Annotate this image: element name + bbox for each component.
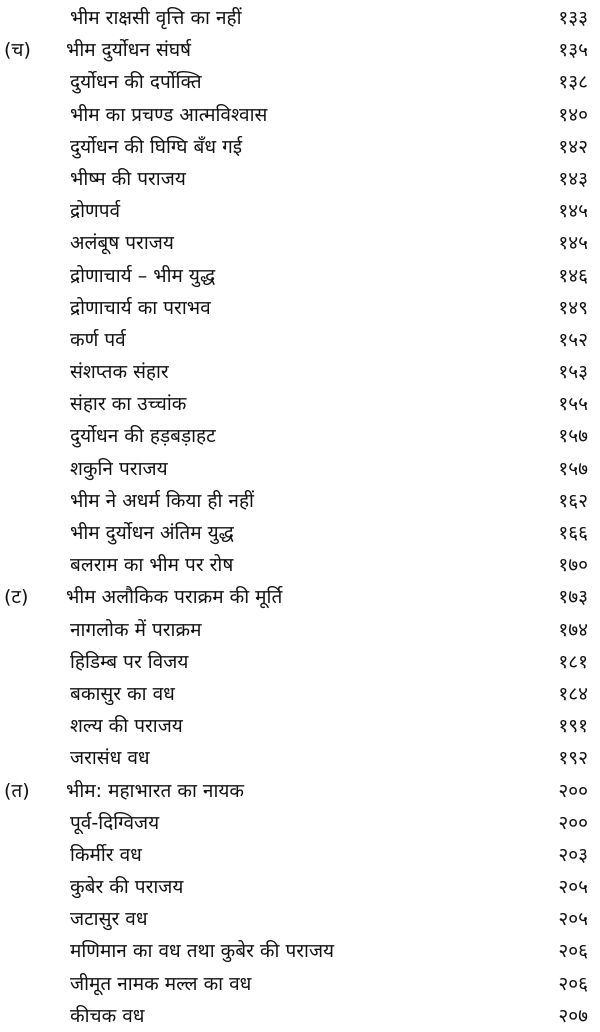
toc-entry (0, 839, 600, 871)
page-number: २०६ (558, 972, 588, 995)
page-number: १९१ (558, 715, 588, 738)
page-number: १५२ (558, 328, 588, 351)
page-number: १३८ (558, 71, 588, 94)
toc-entry (0, 775, 600, 807)
toc-entry (0, 131, 600, 163)
toc-entry (0, 34, 600, 66)
toc-entry (0, 420, 600, 452)
entry-title: कुबेर की पराजय (70, 876, 184, 899)
section-marker: (च) (4, 39, 31, 62)
toc-entry (0, 260, 600, 292)
page-number: २०० (558, 811, 588, 834)
toc-entry (0, 324, 600, 356)
page-number: १३३ (558, 7, 588, 29)
toc-entry (0, 517, 600, 549)
entry-title: जीमूत नामक मल्ल का वध (70, 972, 252, 995)
page-number: १६२ (558, 489, 588, 512)
entry-title: भीम ने अधर्म किया ही नहीं (70, 489, 254, 512)
entry-title: दुर्योधन की दर्पोक्ति (70, 71, 202, 94)
entry-title: मणिमान का वध तथा कुबेर की पराजय (70, 940, 335, 963)
entry-title: द्रोणाचार्य का पराभव (70, 296, 211, 319)
entry-title: शकुनि पराजय (70, 457, 168, 480)
page-number: २०६ (558, 940, 588, 963)
entry-title: दुर्योधन की हड़बड़ाहट (70, 425, 216, 448)
page-number: १४० (558, 103, 588, 126)
page-number: १८४ (558, 682, 588, 705)
entry-title: भीम अलौकिक पराक्रम की मूर्ति (66, 586, 283, 609)
page-number: १७३ (558, 586, 588, 609)
toc-entry (0, 614, 600, 646)
page-number: २०० (558, 779, 588, 802)
entry-title: भीम: महाभारत का नायक (66, 779, 245, 802)
toc-entry (0, 227, 600, 259)
page-number: २०७ (558, 1004, 588, 1027)
section-marker: (त) (4, 779, 30, 802)
toc-entry (0, 2, 600, 34)
toc-entry (0, 807, 600, 839)
toc-entry (0, 710, 600, 742)
page-number: १७४ (558, 618, 588, 641)
page-number: १५७ (558, 425, 588, 448)
entry-title: हिडिम्ब पर विजय (70, 650, 189, 673)
toc-entry (0, 195, 600, 227)
entry-title: बकासुर का वध (70, 682, 175, 705)
page-number: १४२ (558, 135, 588, 158)
toc-entry (0, 356, 600, 388)
page-number: १४९ (558, 296, 588, 319)
toc-entry (0, 1000, 600, 1032)
page-number: १३५ (558, 39, 588, 62)
page-number: २०५ (558, 908, 588, 931)
entry-title: द्रोणपर्व (70, 200, 121, 223)
entry-title: भीम दुर्योधन संघर्ष (66, 39, 192, 62)
toc-entry (0, 678, 600, 710)
page-number: १४६ (558, 264, 588, 287)
page-number: १८१ (558, 650, 588, 673)
entry-title: दुर्योधन की घिग्घि बँध गई (70, 135, 243, 158)
entry-title: किर्मीर वध (70, 843, 142, 866)
entry-title: भीम राक्षसी वृत्ति का नहीं (70, 7, 242, 29)
toc-entry (0, 163, 600, 195)
page-number: १७० (558, 554, 588, 577)
page-number: १४५ (558, 232, 588, 255)
page-number: १४५ (558, 200, 588, 223)
entry-title: संहार का उच्चांक (70, 393, 187, 416)
table-of-contents (0, 2, 600, 1032)
toc-entry (0, 646, 600, 678)
section-marker: (ट) (4, 586, 29, 609)
toc-entry (0, 742, 600, 774)
entry-title: नागलोक में पराक्रम (70, 618, 202, 641)
page-number: १९२ (558, 747, 588, 770)
page-number: १६६ (558, 522, 588, 544)
toc-entry (0, 549, 600, 581)
page-number: २०५ (558, 876, 588, 899)
toc-entry (0, 292, 600, 324)
toc-entry (0, 453, 600, 485)
toc-entry (0, 935, 600, 967)
entry-title: जरासंध वध (70, 747, 150, 770)
entry-title: कर्ण पर्व (70, 328, 126, 351)
page-number: १५५ (558, 393, 588, 416)
page-number: २०३ (558, 843, 588, 866)
entry-title: शल्य की पराजय (70, 715, 183, 738)
entry-title: पूर्व-दिग्विजय (70, 811, 160, 834)
page-number: १४३ (558, 167, 588, 190)
entry-title: जटासुर वध (70, 908, 148, 931)
entry-title: भीम दुर्योधन अंतिम युद्ध (70, 522, 234, 544)
page-number: १५३ (558, 361, 588, 384)
entry-title: संशप्तक संहार (70, 361, 169, 384)
page-number: १५७ (558, 457, 588, 480)
entry-title: भीम का प्रचण्ड आत्मविश्वास (70, 103, 268, 126)
toc-entry (0, 485, 600, 517)
toc-entry (0, 968, 600, 1000)
toc-entry (0, 99, 600, 131)
entry-title: द्रोणाचार्य – भीम युद्ध (70, 264, 216, 287)
toc-entry (0, 871, 600, 903)
entry-title: भीष्म की पराजय (70, 167, 186, 190)
toc-entry (0, 581, 600, 613)
entry-title: बलराम का भीम पर रोष (70, 554, 234, 577)
toc-entry (0, 388, 600, 420)
toc-entry (0, 903, 600, 935)
entry-title: कीचक वध (70, 1004, 145, 1027)
toc-entry (0, 66, 600, 98)
entry-title: अलंबूष पराजय (70, 232, 174, 255)
